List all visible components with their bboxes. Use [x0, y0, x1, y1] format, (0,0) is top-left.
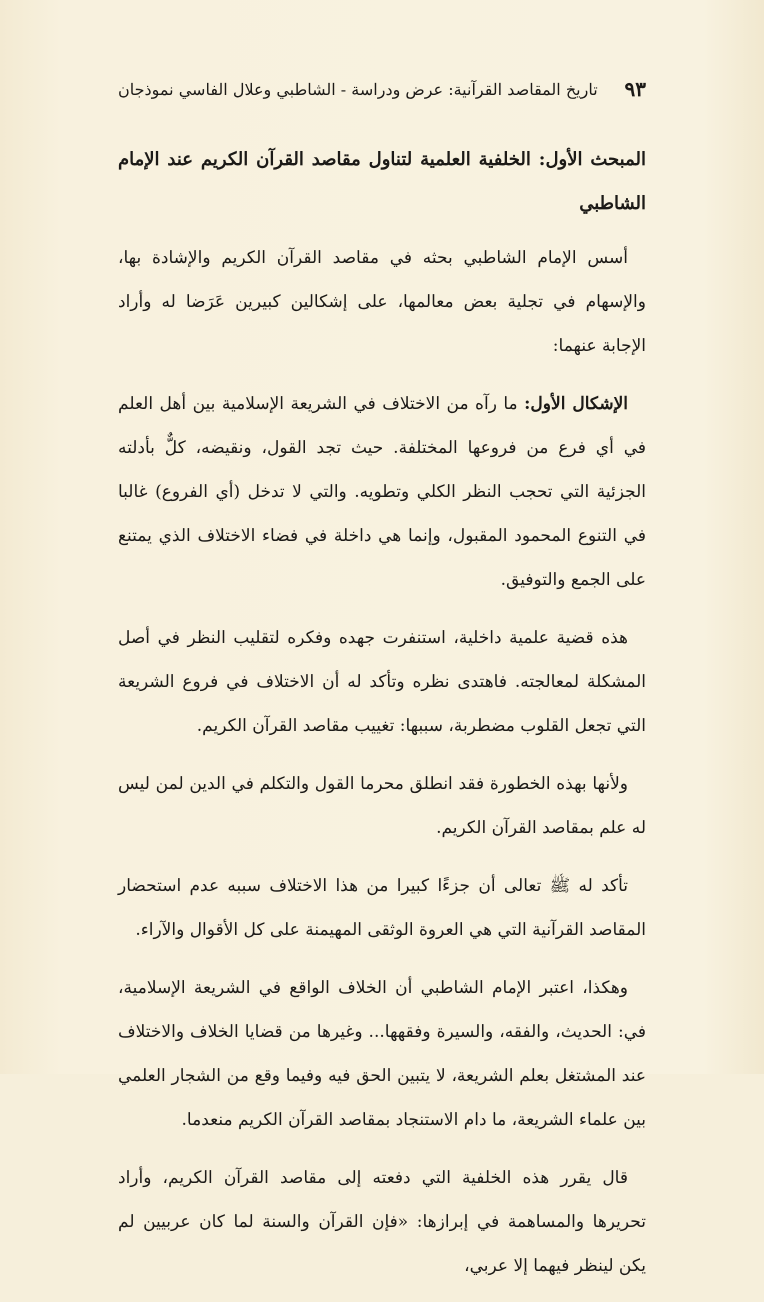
paragraph	[118, 966, 646, 1142]
running-header	[118, 74, 646, 104]
paragraph-lead: الإشكال الأول:	[524, 394, 628, 414]
paragraph-text: ولأنها بهذه الخطورة فقد انطلق محرما القول والتكلم في الدين لمن ليس له علم بمقاصد القرآن الكريم.	[118, 774, 646, 838]
page-number: ٩٣	[624, 77, 646, 101]
paragraph-text: قال يقرر هذه الخلفية التي دفعته إلى مقاصد القرآن الكريم، وأراد تحريرها والمساهمة في إبرازها: «فإن القرآن والسنة لما كان عربيين لم يكن لينظر فيهما إلا عربي،	[118, 1168, 646, 1276]
paragraph-text: ما رآه من الاختلاف في الشريعة الإسلامية بين أهل العلم في أي فرع من فروعها المختلفة. حيث تجد القول، ونقيضه، كلٌّ بأدلته الجزئية التي تحجب النظر الكلي وتطويه. والتي لا تدخل (أي الفروع) غالبا في التنوع المحمود المقبول، وإنما هي داخلة في فضاء الاختلاف الذي يمتنع على الجمع والتوفيق.	[118, 394, 646, 590]
paragraph	[118, 616, 646, 748]
section-heading: المبحث الأول: الخلفية العلمية لتناول مقاصد القرآن الكريم عند الإمام الشاطبي	[118, 149, 646, 214]
page-body	[118, 138, 646, 1302]
paragraph-text: وهكذا، اعتبر الإمام الشاطبي أن الخلاف الواقع في الشريعة الإسلامية، في: الحديث، والفقه، والسيرة وفقهها... وغيرها من قضايا الخلاف والاختلاف عند المشتغل بعلم الشريعة، لا يتبين الحق فيه وفيما وقع من الشجار العلمي بين علماء الشريعة، ما دام الاستنجاد بمقاصد القرآن الكريم منعدما.	[118, 978, 646, 1130]
running-title: تاريخ المقاصد القرآنية: عرض ودراسة - الشاطبي وعلال الفاسي نموذجان	[118, 79, 598, 99]
paragraph	[118, 236, 646, 368]
paragraph	[118, 382, 646, 602]
paragraph	[118, 864, 646, 952]
paragraph-text: أسس الإمام الشاطبي بحثه في مقاصد القرآن الكريم والإشادة بها، والإسهام في تجلية بعض معالمها، على إشكالين كبيرين عَرَضا له وأراد الإجابة عنهما:	[118, 248, 646, 356]
paragraph-text: تأكد له ﷺ تعالى أن جزءًا كبيرا من هذا الاختلاف سببه عدم استحضار المقاصد القرآنية التي هي العروة الوثقى المهيمنة على كل الأقوال والآراء.	[118, 876, 646, 940]
paragraph	[118, 762, 646, 850]
paragraph-text: هذه قضية علمية داخلية، استنفرت جهده وفكره لتقليب النظر في أصل المشكلة لمعالجته. فاهتدى نظره وتأكد له أن الاختلاف في فروع الشريعة التي تجعل القلوب مضطربة، سببها: تغييب مقاصد القرآن الكريم.	[118, 628, 646, 736]
paragraph	[118, 1156, 646, 1288]
